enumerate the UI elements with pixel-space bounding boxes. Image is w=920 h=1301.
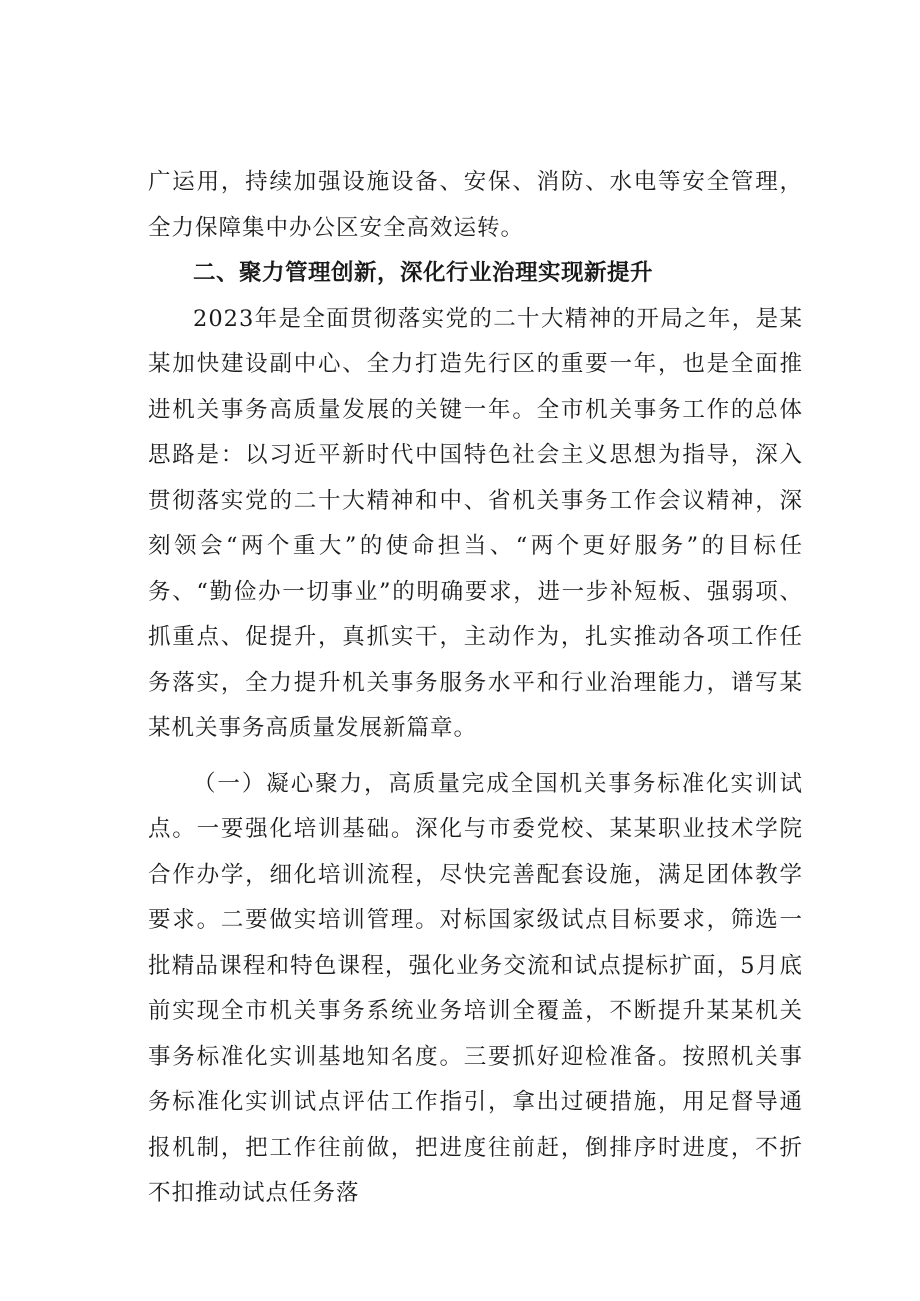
paragraph-overview: 2023年是全面贯彻落实党的二十大精神的开局之年，是某某加快建设副中心、全力打造先行区的重要一年，也是全面推进机关事务高质量发展的关键一年。全市机关事务工作的总体思路是：以习近平新时代中国特色社会主义思想为指导，深入贯彻落实党的二十大精神和中、省机关事务工作会议精神，深刻领会“两个重大”的使命担当、“两个更好服务”的目标任务、“勤俭办一切事业”的明确要求，进一步补短板、强弱项、抓重点、促提升，真抓实干，主动作为，扎实推动各项工作任务落实，全力提升机关事务服务水平和行业治理能力，谱写某某机关事务高质量发展新篇章。: [148, 305, 803, 741]
section-heading: 二、聚力管理创新，深化行业治理实现新提升: [193, 260, 654, 286]
document-body: [148, 160, 803, 1217]
paragraph-continuation: 广运用，持续加强设施设备、安保、消防、水电等安全管理，全力保障集中办公区安全高效运转。: [148, 169, 803, 241]
paragraph-subsection-1: （一）凝心聚力，高质量完成全国机关事务标准化实训试点。一要强化培训基础。深化与市委党校、某某职业技术学院合作办学，细化培训流程，尽快完善配套设施，满足团体教学要求。二要做实培训管理。对标国家级试点目标要求，筛选一批精品课程和特色课程，强化业务交流和试点提标扩面，5月底前实现全市机关事务系统业务培训全覆盖，不断提升某某机关事务标准化实训基地知名度。三要抓好迎检准备。按照机关事务标准化实训试点评估工作指引，拿出过硬措施，用足督导通报机制，把工作往前做，把进度往前赶，倒排序时进度，不折不扣推动试点任务落: [148, 770, 803, 1206]
